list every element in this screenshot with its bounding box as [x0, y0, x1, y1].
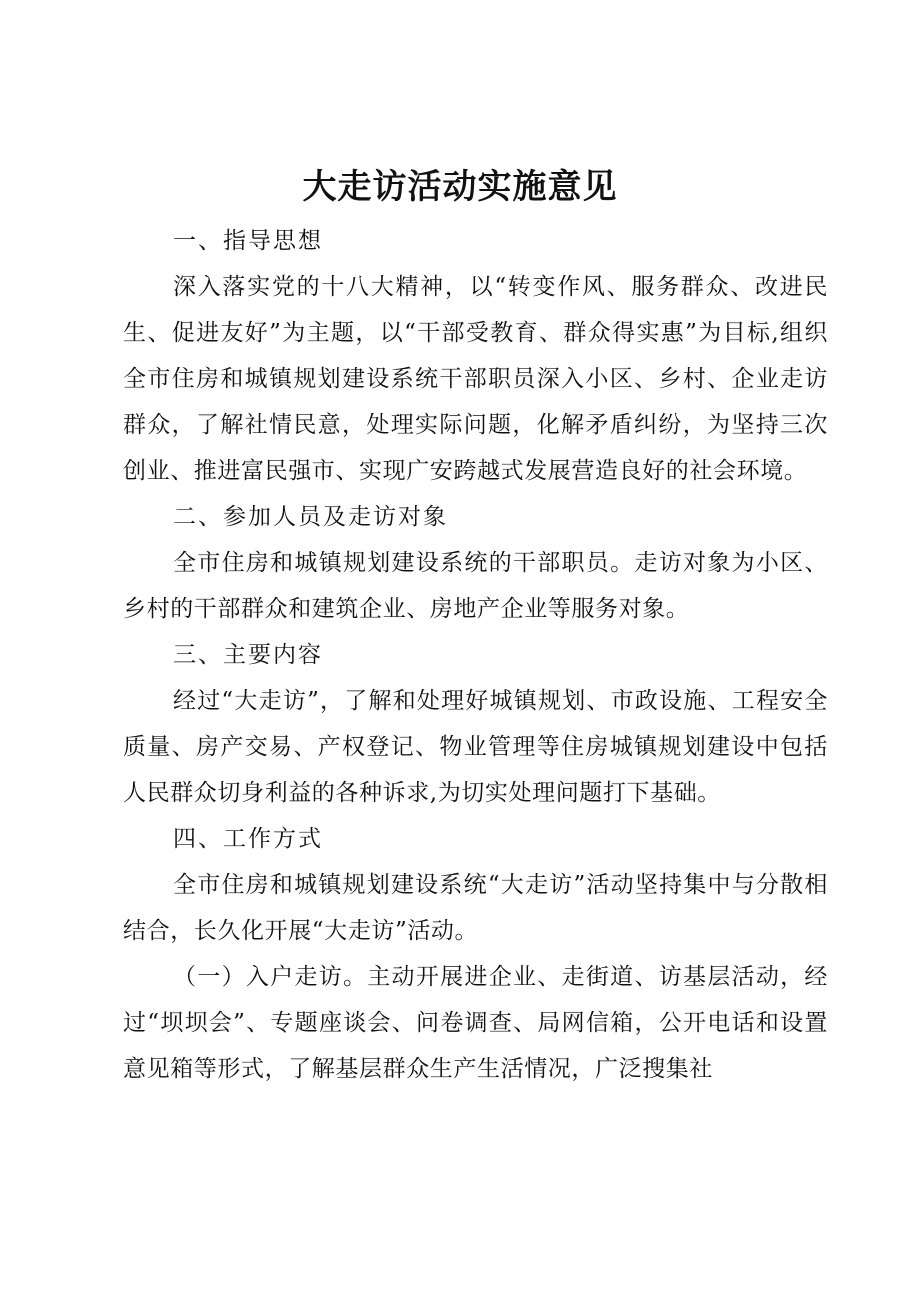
section-heading-guiding-thought: 一、指导思想	[173, 228, 323, 254]
paragraph-guiding-thought: 深入落实党的十八大精神，以“转变作风、服务群众、改进民生、促进友好”为主题，以“干部受教育、群众得实惠”为目标,组织全市住房和城镇规划建设系统干部职员深入小区、乡村、企业走访群众，了解社情民意，处理实际问题，化解矛盾纠纷，为坚持三次创业、推进富民强市、实现广安跨越式发展营造良好的社会环境。	[123, 274, 828, 484]
section-heading-participants: 二、参加人员及走访对象	[173, 504, 448, 530]
section-heading-work-method: 四、工作方式	[173, 826, 323, 852]
paragraph-work-method: 全市住房和城镇规划建设系统“大走访”活动坚持集中与分散相结合，长久化开展“大走访”活动。	[123, 872, 828, 944]
paragraph-participants: 全市住房和城镇规划建设系统的干部职员。走访对象为小区、乡村的干部群众和建筑企业、房地产企业等服务对象。	[123, 550, 828, 622]
document-body	[123, 218, 828, 1092]
paragraph-main-content: 经过“大走访”，了解和处理好城镇规划、市政设施、工程安全质量、房产交易、产权登记、物业管理等住房城镇规划建设中包括人民群众切身利益的各种诉求,为切实处理问题打下基础。	[123, 688, 828, 806]
document-title: 大走访活动实施意见	[302, 167, 618, 207]
paragraph-home-visits: （一）入户走访。主动开展进企业、走街道、访基层活动，经过“坝坝会”、专题座谈会、问卷调查、局网信箱，公开电话和设置意见箱等形式，了解基层群众生产生活情况，广泛搜集社	[123, 964, 828, 1082]
section-heading-main-content: 三、主要内容	[173, 642, 323, 668]
